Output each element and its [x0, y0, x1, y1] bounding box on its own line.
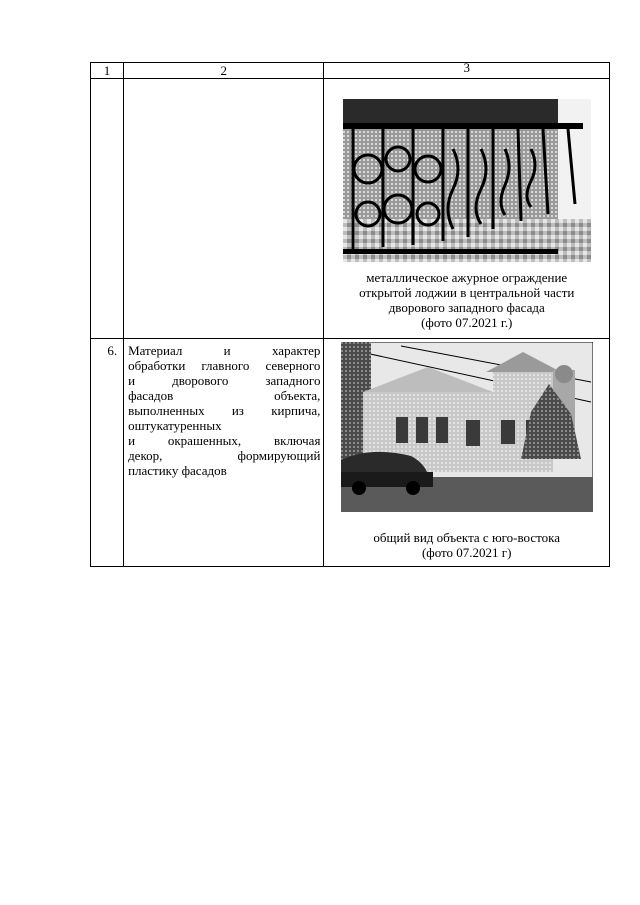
- photo-caption: [324, 530, 609, 560]
- description-line: фасадов объекта,: [128, 388, 321, 403]
- caption-line: металлическое ажурное ограждение: [366, 270, 568, 285]
- header-row: [91, 63, 610, 79]
- photo-cell: [324, 339, 610, 567]
- description-line: пластику фасадов: [128, 463, 227, 478]
- description-line: обработки главного северного: [128, 358, 321, 373]
- caption-line: дворового западного фасада: [388, 300, 545, 315]
- description-line: и окрашенных, включая: [128, 433, 321, 448]
- table-row: [91, 79, 610, 339]
- description-line: и дворового западного: [128, 373, 321, 388]
- description-line: выполненных из кирпича,: [128, 403, 321, 418]
- facade-elements-table: [90, 62, 610, 567]
- row-number: [91, 79, 124, 339]
- row-description: [124, 79, 324, 339]
- balcony-railing-photo: [343, 99, 591, 262]
- row-number: 6.: [91, 339, 124, 567]
- description-line: оштукатуренных: [128, 418, 222, 433]
- description-line: Материал и характер: [128, 343, 321, 358]
- caption-line: общий вид объекта с юго-востока: [373, 530, 561, 545]
- header-col-1: 1: [91, 63, 124, 79]
- description-line: декор, формирующий: [128, 448, 321, 463]
- header-col-3: 3: [324, 63, 610, 79]
- photo-cell: [324, 79, 610, 339]
- caption-line: (фото 07.2021 г): [421, 545, 512, 560]
- row-description: [124, 339, 324, 567]
- photo-caption: [324, 270, 609, 330]
- table-row: [91, 339, 610, 567]
- header-col-2: 2: [124, 63, 324, 79]
- caption-line: открытой лоджии в центральной части: [359, 285, 575, 300]
- building-facade-photo: [341, 342, 593, 512]
- caption-line: (фото 07.2021 г.): [421, 315, 513, 330]
